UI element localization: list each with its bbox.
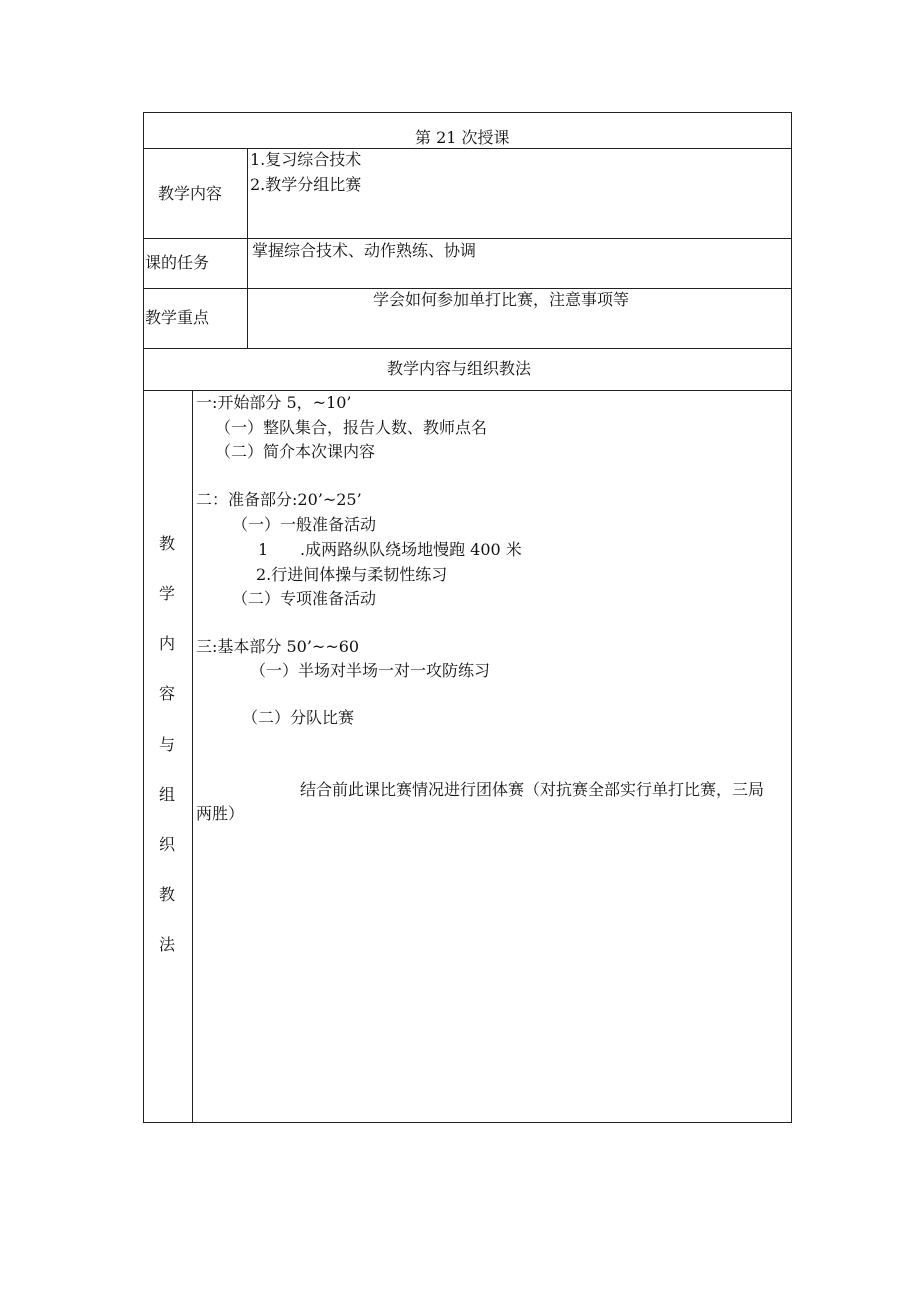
part-heading: 一:开始部分 5，~10’ bbox=[196, 393, 352, 412]
row-divider bbox=[143, 288, 792, 289]
focus-value: 学会如何参加单打比赛，注意事项等 bbox=[373, 290, 630, 309]
side-label-char: 内 bbox=[158, 634, 175, 653]
column-divider bbox=[247, 148, 248, 348]
sub-item: （二）分队比赛 bbox=[242, 708, 355, 727]
list-item: .成两路纵队绕场地慢跑 400 米 bbox=[300, 540, 522, 559]
row-divider bbox=[143, 148, 792, 149]
section-title: 教学内容与组织教法 bbox=[387, 359, 532, 378]
side-label-char: 组 bbox=[158, 785, 175, 804]
sub-item: （二）简介本次课内容 bbox=[215, 442, 376, 461]
list-item: 2.行进间体操与柔韧性练习 bbox=[256, 565, 448, 584]
competition-note: 结合前此课比赛情况进行团体赛（对抗赛全部实行单打比赛，三局两胜） bbox=[196, 780, 765, 823]
task-label: 课的任务 bbox=[145, 253, 210, 272]
side-label-char: 容 bbox=[158, 684, 175, 703]
part-heading: 三:基本部分 50’~~60 bbox=[196, 637, 360, 656]
task-value: 掌握综合技术、动作熟练、协调 bbox=[252, 241, 477, 260]
row-divider bbox=[143, 348, 792, 349]
sub-item: （一）整队集合，报告人数、教师点名 bbox=[215, 418, 488, 437]
lesson-title: 第 21 次授课 bbox=[415, 128, 510, 147]
side-label-char: 学 bbox=[158, 584, 175, 603]
row-divider bbox=[143, 238, 792, 239]
side-label-char: 与 bbox=[158, 735, 175, 754]
column-divider bbox=[192, 390, 193, 1123]
content-item: 2.教学分组比赛 bbox=[250, 175, 362, 194]
list-number: 1 bbox=[258, 540, 269, 559]
side-label-char: 法 bbox=[158, 935, 175, 954]
sub-item: （二）专项准备活动 bbox=[232, 589, 377, 608]
row-divider bbox=[143, 390, 792, 391]
part-heading: 二：准备部分:20’~25’ bbox=[196, 490, 362, 509]
lesson-table bbox=[143, 112, 792, 1123]
side-label-char: 织 bbox=[158, 835, 175, 854]
side-label-char: 教 bbox=[158, 885, 175, 904]
content-label: 教学内容 bbox=[158, 184, 223, 203]
sub-item: （一）一般准备活动 bbox=[232, 515, 377, 534]
focus-label: 教学重点 bbox=[145, 308, 210, 327]
sub-item: （一）半场对半场一对一攻防练习 bbox=[250, 661, 491, 680]
side-label-char: 教 bbox=[158, 534, 175, 553]
content-item: 1.复习综合技术 bbox=[250, 150, 362, 169]
